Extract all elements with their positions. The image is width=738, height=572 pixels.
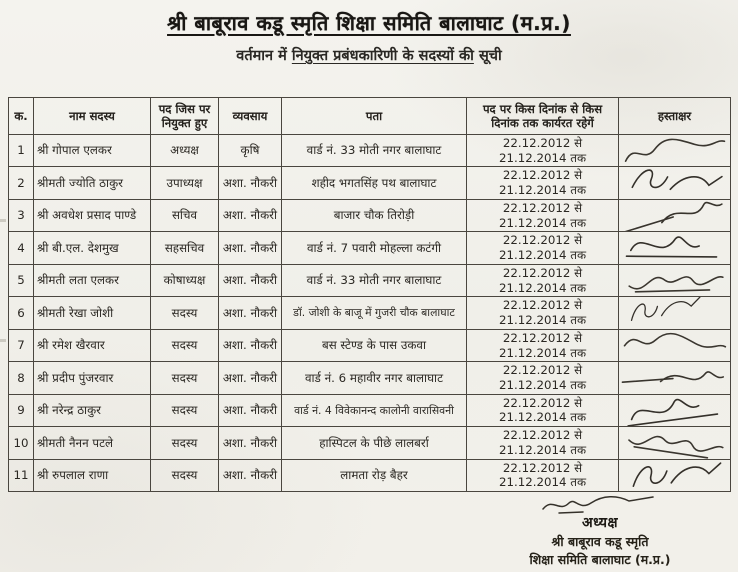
cell-occupation: अशा. नौकरी <box>219 459 282 491</box>
cell-name: श्रीमती रेखा जोशी <box>34 297 151 329</box>
page-subtitle <box>0 45 738 65</box>
signature-scribble-icon <box>621 362 729 393</box>
cell-signature <box>619 297 731 329</box>
cell-address: बस स्टेण्ड के पास उकवा <box>282 329 467 361</box>
table-row <box>9 329 731 361</box>
header-occupation: व्यवसाय <box>219 98 282 135</box>
cell-name: श्री रुपलाल राणा <box>34 459 151 491</box>
cell-address: वार्ड नं. 6 महावीर नगर बालाघाट <box>282 362 467 394</box>
cell-signature <box>619 459 731 491</box>
cell-serial: 3 <box>9 199 34 231</box>
table-row <box>9 199 731 231</box>
cell-occupation: अशा. नौकरी <box>219 427 282 459</box>
cell-tenure: 22.12.2012 से 21.12.2014 तक <box>467 264 619 296</box>
cell-position: सदस्य <box>151 394 219 426</box>
cell-name: श्रीमती ज्योति ठाकुर <box>34 167 151 199</box>
cell-name: श्रीमती लता एलकर <box>34 264 151 296</box>
cell-tenure: 22.12.2012 से 21.12.2014 तक <box>467 329 619 361</box>
members-table <box>8 97 731 492</box>
table-row <box>9 135 731 167</box>
cell-serial: 11 <box>9 459 34 491</box>
table-row <box>9 459 731 491</box>
cell-occupation: अशा. नौकरी <box>219 167 282 199</box>
cell-name: श्री अवधेश प्रसाद पाण्डे <box>34 199 151 231</box>
header-serial: क. <box>9 98 34 135</box>
cell-serial: 7 <box>9 329 34 361</box>
cell-serial: 9 <box>9 394 34 426</box>
cell-tenure: 22.12.2012 से 21.12.2014 तक <box>467 297 619 329</box>
cell-occupation: अशा. नौकरी <box>219 232 282 264</box>
cell-tenure: 22.12.2012 से 21.12.2014 तक <box>467 199 619 231</box>
cell-serial: 8 <box>9 362 34 394</box>
cell-position: सदस्य <box>151 362 219 394</box>
cell-position: सदस्य <box>151 427 219 459</box>
cell-name: श्री नरेन्द्र ठाकुर <box>34 394 151 426</box>
signature-scribble-icon <box>621 135 729 166</box>
header-tenure: पद पर किस दिनांक से किस दिनांक तक कार्यरत रहेगें <box>467 98 619 135</box>
cell-position: कोषाध्यक्ष <box>151 264 219 296</box>
cell-position: सदस्य <box>151 329 219 361</box>
cell-tenure: 22.12.2012 से 21.12.2014 तक <box>467 427 619 459</box>
footer-signature-block <box>490 491 710 568</box>
cell-signature <box>619 427 731 459</box>
header-name: नाम सदस्य <box>34 98 151 135</box>
cell-signature <box>619 394 731 426</box>
cell-signature <box>619 232 731 264</box>
cell-name: श्री बी.एल. देशमुख <box>34 232 151 264</box>
cell-address: डॉ. जोशी के बाजू में गुजरी चौक बालाघाट <box>282 297 467 329</box>
signature-scribble-icon <box>621 232 729 263</box>
table-row <box>9 427 731 459</box>
subtitle-prefix: वर्तमान में <box>236 48 292 64</box>
cell-tenure: 22.12.2012 से 21.12.2014 तक <box>467 394 619 426</box>
cell-signature <box>619 135 731 167</box>
cell-signature <box>619 264 731 296</box>
cell-tenure: 22.12.2012 से 21.12.2014 तक <box>467 232 619 264</box>
signature-scribble-icon <box>621 395 729 426</box>
cell-name: श्री रमेश खैरवार <box>34 329 151 361</box>
cell-occupation: अशा. नौकरी <box>219 329 282 361</box>
signature-scribble-icon <box>621 200 729 231</box>
cell-occupation: अशा. नौकरी <box>219 394 282 426</box>
table-row <box>9 394 731 426</box>
scanned-document-page <box>0 9 738 572</box>
cell-position: अध्यक्ष <box>151 135 219 167</box>
cell-occupation: अशा. नौकरी <box>219 199 282 231</box>
signature-scribble-icon <box>621 330 729 361</box>
cell-address: वार्ड नं. 7 पवारी मोहल्ला कटंगी <box>282 232 467 264</box>
cell-address: बाजार चौक तिरोड़ी <box>282 199 467 231</box>
cell-address: वार्ड नं. 4 विवेकानन्द कालोनी वारासिवनी <box>282 394 467 426</box>
cell-tenure: 22.12.2012 से 21.12.2014 तक <box>467 135 619 167</box>
table-row <box>9 167 731 199</box>
cell-serial: 2 <box>9 167 34 199</box>
cell-tenure: 22.12.2012 से 21.12.2014 तक <box>467 459 619 491</box>
signature-scribble-icon <box>621 427 729 458</box>
cell-name: श्रीमती नैनन पटले <box>34 427 151 459</box>
page-title: श्री बाबूराव कडू स्मृति शिक्षा समिति बालाघाट (म.प्र.) <box>167 11 571 35</box>
footer-org-line-1: श्री बाबूराव कडू स्मृति <box>551 534 649 549</box>
cell-address: वार्ड नं. 33 मोती नगर बालाघाट <box>282 135 467 167</box>
signature-scribble-icon <box>621 167 729 198</box>
cell-occupation: अशा. नौकरी <box>219 297 282 329</box>
cell-occupation: अशा. नौकरी <box>219 264 282 296</box>
cell-address: लामता रोड़ बैहर <box>282 459 467 491</box>
signature-scribble-icon <box>621 297 729 328</box>
footer-designation: अध्यक्ष <box>581 515 619 531</box>
subtitle-underlined: नियुक्त प्रबंधकारिणी के सदस्यों की <box>291 48 474 64</box>
table-row <box>9 232 731 264</box>
cell-signature <box>619 167 731 199</box>
table-row <box>9 362 731 394</box>
cell-signature <box>619 199 731 231</box>
cell-address: हास्पिटल के पीछे लालबर्रा <box>282 427 467 459</box>
cell-position: सचिव <box>151 199 219 231</box>
table-row <box>9 297 731 329</box>
cell-address: वार्ड नं. 33 मोती नगर बालाघाट <box>282 264 467 296</box>
cell-position: उपाध्यक्ष <box>151 167 219 199</box>
footer-org-line-2: शिक्षा समिति बालाघाट (म.प्र.) <box>529 552 671 567</box>
cell-serial: 1 <box>9 135 34 167</box>
signature-scribble-icon <box>621 265 729 296</box>
table-header-row <box>9 98 731 135</box>
cell-serial: 6 <box>9 297 34 329</box>
header-signature: हस्ताक्षर <box>619 98 731 135</box>
cell-tenure: 22.12.2012 से 21.12.2014 तक <box>467 167 619 199</box>
cell-serial: 10 <box>9 427 34 459</box>
cell-name: श्री गोपाल एलकर <box>34 135 151 167</box>
signature-scribble-icon <box>621 460 729 491</box>
header-address: पता <box>282 98 467 135</box>
subtitle-suffix: सूची <box>473 48 502 64</box>
scan-edge-artifact <box>0 159 6 359</box>
cell-tenure: 22.12.2012 से 21.12.2014 तक <box>467 362 619 394</box>
cell-occupation: कृषि <box>219 135 282 167</box>
cell-name: श्री प्रदीप पुंजरवार <box>34 362 151 394</box>
cell-occupation: अशा. नौकरी <box>219 362 282 394</box>
table-row <box>9 264 731 296</box>
cell-signature <box>619 362 731 394</box>
cell-serial: 4 <box>9 232 34 264</box>
cell-position: सहसचिव <box>151 232 219 264</box>
cell-position: सदस्य <box>151 459 219 491</box>
header-position: पद जिस पर नियुक्त हुए <box>151 98 219 135</box>
cell-position: सदस्य <box>151 297 219 329</box>
cell-signature <box>619 329 731 361</box>
cell-serial: 5 <box>9 264 34 296</box>
cell-address: शहीद भगतसिंह पथ बालाघाट <box>282 167 467 199</box>
